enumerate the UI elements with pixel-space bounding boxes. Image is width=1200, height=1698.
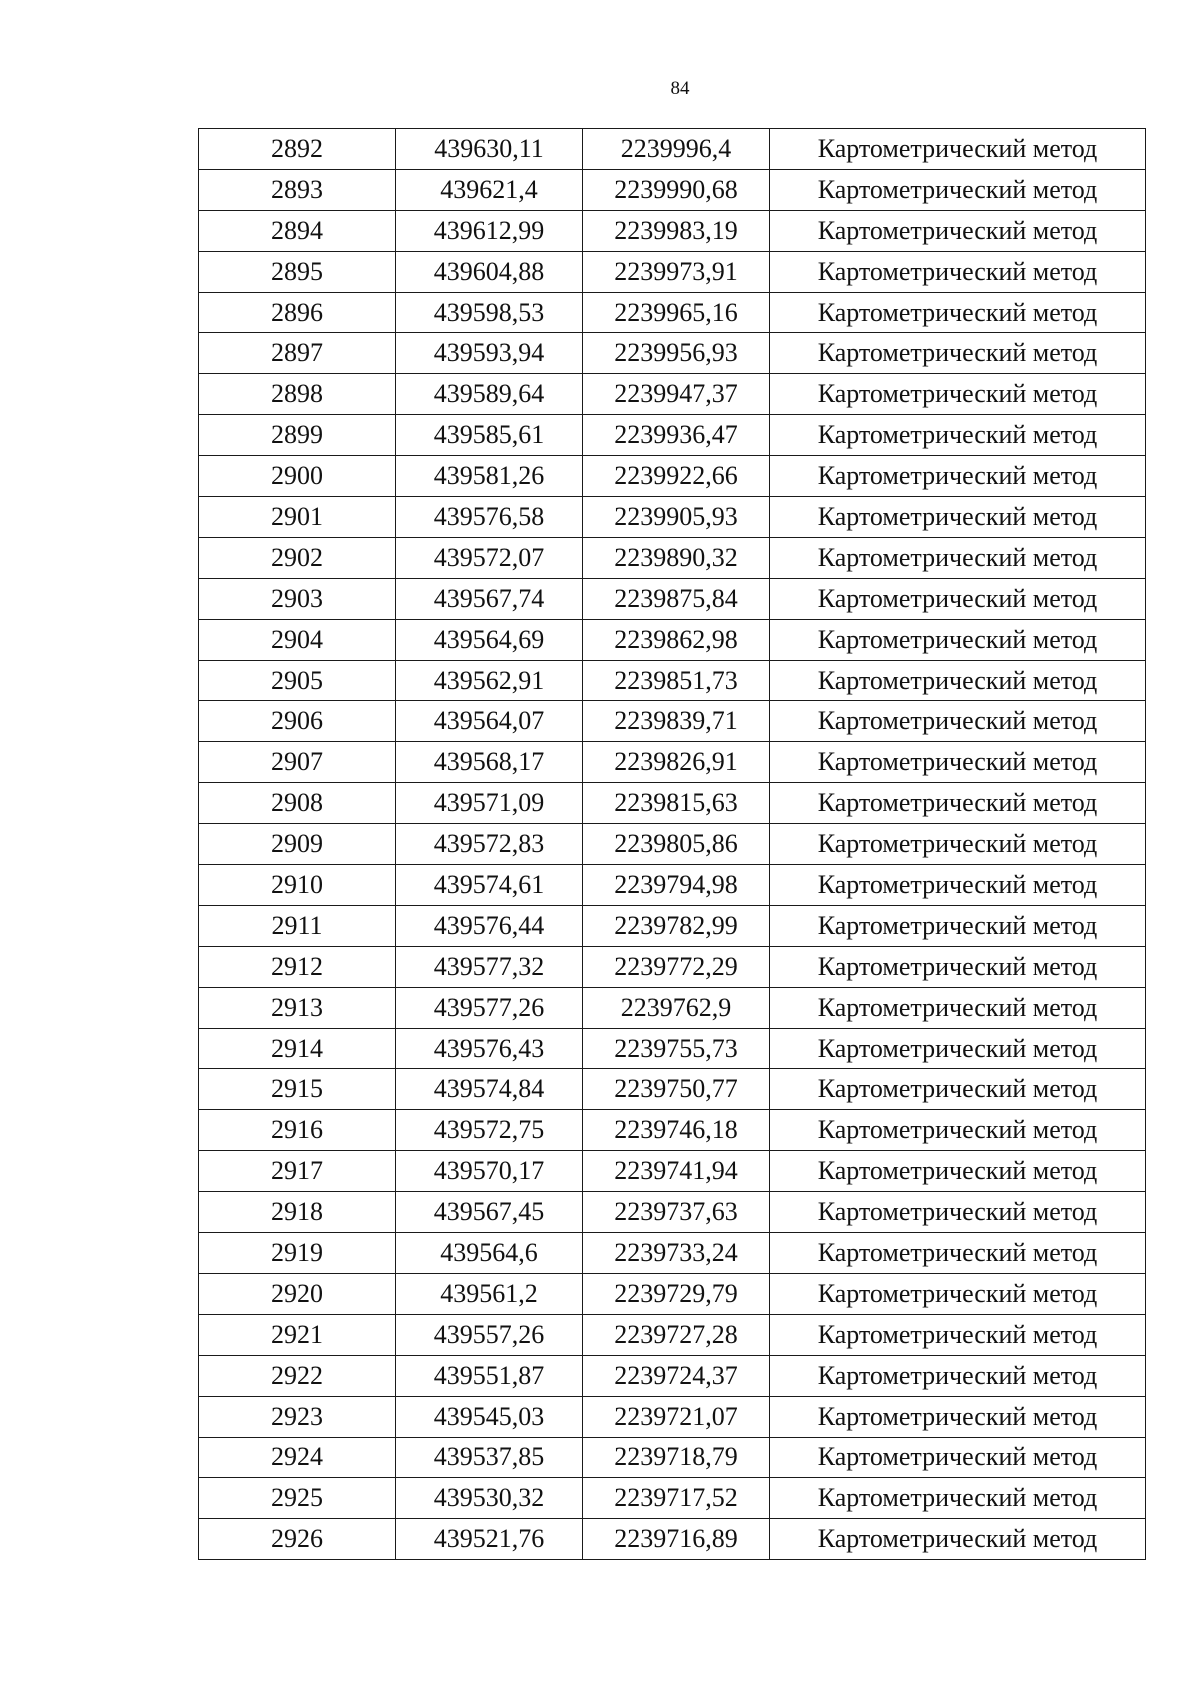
table-row	[199, 905, 1146, 946]
point-number-cell: 2911	[199, 905, 396, 946]
point-number-cell: 2909	[199, 824, 396, 865]
point-number-cell: 2896	[199, 292, 396, 333]
method-cell: Картометрический метод	[770, 783, 1146, 824]
y-coordinate-cell: 2239717,52	[583, 1478, 770, 1519]
y-coordinate-cell: 2239718,79	[583, 1437, 770, 1478]
point-number-cell: 2903	[199, 578, 396, 619]
table-row	[199, 456, 1146, 497]
table-row	[199, 660, 1146, 701]
y-coordinate-cell: 2239815,63	[583, 783, 770, 824]
method-cell: Картометрический метод	[770, 578, 1146, 619]
x-coordinate-cell: 439581,26	[396, 456, 583, 497]
point-number-cell: 2915	[199, 1069, 396, 1110]
y-coordinate-cell: 2239956,93	[583, 333, 770, 374]
y-coordinate-cell: 2239890,32	[583, 537, 770, 578]
x-coordinate-cell: 439574,61	[396, 865, 583, 906]
coordinates-table-body	[199, 129, 1146, 1560]
method-cell: Картометрический метод	[770, 1069, 1146, 1110]
x-coordinate-cell: 439530,32	[396, 1478, 583, 1519]
table-row	[199, 374, 1146, 415]
x-coordinate-cell: 439577,26	[396, 987, 583, 1028]
y-coordinate-cell: 2239755,73	[583, 1028, 770, 1069]
y-coordinate-cell: 2239936,47	[583, 415, 770, 456]
y-coordinate-cell: 2239973,91	[583, 251, 770, 292]
y-coordinate-cell: 2239839,71	[583, 701, 770, 742]
point-number-cell: 2895	[199, 251, 396, 292]
y-coordinate-cell: 2239875,84	[583, 578, 770, 619]
y-coordinate-cell: 2239996,4	[583, 129, 770, 170]
y-coordinate-cell: 2239762,9	[583, 987, 770, 1028]
method-cell: Картометрический метод	[770, 619, 1146, 660]
method-cell: Картометрический метод	[770, 1396, 1146, 1437]
table-row	[199, 783, 1146, 824]
table-row	[199, 129, 1146, 170]
y-coordinate-cell: 2239965,16	[583, 292, 770, 333]
x-coordinate-cell: 439585,61	[396, 415, 583, 456]
point-number-cell: 2904	[199, 619, 396, 660]
x-coordinate-cell: 439567,45	[396, 1192, 583, 1233]
method-cell: Картометрический метод	[770, 415, 1146, 456]
table-row	[199, 1478, 1146, 1519]
table-row	[199, 701, 1146, 742]
table-row	[199, 251, 1146, 292]
x-coordinate-cell: 439537,85	[396, 1437, 583, 1478]
table-row	[199, 537, 1146, 578]
y-coordinate-cell: 2239737,63	[583, 1192, 770, 1233]
table-row	[199, 578, 1146, 619]
table-row	[199, 210, 1146, 251]
point-number-cell: 2898	[199, 374, 396, 415]
point-number-cell: 2899	[199, 415, 396, 456]
y-coordinate-cell: 2239733,24	[583, 1233, 770, 1274]
table-row	[199, 1110, 1146, 1151]
point-number-cell: 2916	[199, 1110, 396, 1151]
x-coordinate-cell: 439561,2	[396, 1273, 583, 1314]
x-coordinate-cell: 439593,94	[396, 333, 583, 374]
y-coordinate-cell: 2239826,91	[583, 742, 770, 783]
point-number-cell: 2910	[199, 865, 396, 906]
method-cell: Картометрический метод	[770, 169, 1146, 210]
method-cell: Картометрический метод	[770, 333, 1146, 374]
table-row	[199, 1437, 1146, 1478]
x-coordinate-cell: 439572,07	[396, 537, 583, 578]
point-number-cell: 2901	[199, 497, 396, 538]
method-cell: Картометрический метод	[770, 1233, 1146, 1274]
point-number-cell: 2908	[199, 783, 396, 824]
point-number-cell: 2926	[199, 1519, 396, 1560]
table-row	[199, 1396, 1146, 1437]
method-cell: Картометрический метод	[770, 1314, 1146, 1355]
x-coordinate-cell: 439576,58	[396, 497, 583, 538]
table-row	[199, 415, 1146, 456]
table-row	[199, 1233, 1146, 1274]
method-cell: Картометрический метод	[770, 865, 1146, 906]
method-cell: Картометрический метод	[770, 946, 1146, 987]
point-number-cell: 2907	[199, 742, 396, 783]
table-row	[199, 169, 1146, 210]
table-row	[199, 619, 1146, 660]
x-coordinate-cell: 439564,07	[396, 701, 583, 742]
method-cell: Картометрический метод	[770, 251, 1146, 292]
point-number-cell: 2920	[199, 1273, 396, 1314]
table-row	[199, 946, 1146, 987]
x-coordinate-cell: 439589,64	[396, 374, 583, 415]
x-coordinate-cell: 439604,88	[396, 251, 583, 292]
x-coordinate-cell: 439572,75	[396, 1110, 583, 1151]
method-cell: Картометрический метод	[770, 1110, 1146, 1151]
method-cell: Картометрический метод	[770, 1028, 1146, 1069]
x-coordinate-cell: 439612,99	[396, 210, 583, 251]
y-coordinate-cell: 2239905,93	[583, 497, 770, 538]
x-coordinate-cell: 439630,11	[396, 129, 583, 170]
y-coordinate-cell: 2239772,29	[583, 946, 770, 987]
y-coordinate-cell: 2239729,79	[583, 1273, 770, 1314]
method-cell: Картометрический метод	[770, 905, 1146, 946]
y-coordinate-cell: 2239862,98	[583, 619, 770, 660]
method-cell: Картометрический метод	[770, 456, 1146, 497]
method-cell: Картометрический метод	[770, 987, 1146, 1028]
x-coordinate-cell: 439572,83	[396, 824, 583, 865]
method-cell: Картометрический метод	[770, 1478, 1146, 1519]
point-number-cell: 2892	[199, 129, 396, 170]
method-cell: Картометрический метод	[770, 129, 1146, 170]
point-number-cell: 2919	[199, 1233, 396, 1274]
method-cell: Картометрический метод	[770, 497, 1146, 538]
table-row	[199, 742, 1146, 783]
x-coordinate-cell: 439576,43	[396, 1028, 583, 1069]
y-coordinate-cell: 2239947,37	[583, 374, 770, 415]
method-cell: Картометрический метод	[770, 1437, 1146, 1478]
table-row	[199, 333, 1146, 374]
x-coordinate-cell: 439545,03	[396, 1396, 583, 1437]
y-coordinate-cell: 2239741,94	[583, 1151, 770, 1192]
method-cell: Картометрический метод	[770, 1519, 1146, 1560]
table-row	[199, 824, 1146, 865]
x-coordinate-cell: 439574,84	[396, 1069, 583, 1110]
point-number-cell: 2894	[199, 210, 396, 251]
method-cell: Картометрический метод	[770, 537, 1146, 578]
table-row	[199, 1273, 1146, 1314]
point-number-cell: 2902	[199, 537, 396, 578]
y-coordinate-cell: 2239990,68	[583, 169, 770, 210]
method-cell: Картометрический метод	[770, 1355, 1146, 1396]
y-coordinate-cell: 2239805,86	[583, 824, 770, 865]
table-row	[199, 987, 1146, 1028]
table-row	[199, 497, 1146, 538]
point-number-cell: 2924	[199, 1437, 396, 1478]
x-coordinate-cell: 439557,26	[396, 1314, 583, 1355]
y-coordinate-cell: 2239724,37	[583, 1355, 770, 1396]
point-number-cell: 2917	[199, 1151, 396, 1192]
y-coordinate-cell: 2239782,99	[583, 905, 770, 946]
table-row	[199, 1314, 1146, 1355]
point-number-cell: 2921	[199, 1314, 396, 1355]
y-coordinate-cell: 2239727,28	[583, 1314, 770, 1355]
y-coordinate-cell: 2239746,18	[583, 1110, 770, 1151]
x-coordinate-cell: 439564,6	[396, 1233, 583, 1274]
y-coordinate-cell: 2239716,89	[583, 1519, 770, 1560]
method-cell: Картометрический метод	[770, 660, 1146, 701]
point-number-cell: 2893	[199, 169, 396, 210]
x-coordinate-cell: 439570,17	[396, 1151, 583, 1192]
x-coordinate-cell: 439521,76	[396, 1519, 583, 1560]
table-row	[199, 1192, 1146, 1233]
x-coordinate-cell: 439621,4	[396, 169, 583, 210]
method-cell: Картометрический метод	[770, 701, 1146, 742]
method-cell: Картометрический метод	[770, 292, 1146, 333]
x-coordinate-cell: 439562,91	[396, 660, 583, 701]
method-cell: Картометрический метод	[770, 210, 1146, 251]
y-coordinate-cell: 2239922,66	[583, 456, 770, 497]
point-number-cell: 2914	[199, 1028, 396, 1069]
y-coordinate-cell: 2239794,98	[583, 865, 770, 906]
page-number: 84	[670, 78, 690, 99]
y-coordinate-cell: 2239983,19	[583, 210, 770, 251]
point-number-cell: 2912	[199, 946, 396, 987]
table-row	[199, 1151, 1146, 1192]
x-coordinate-cell: 439551,87	[396, 1355, 583, 1396]
point-number-cell: 2905	[199, 660, 396, 701]
coordinates-table	[198, 128, 1146, 1560]
x-coordinate-cell: 439567,74	[396, 578, 583, 619]
method-cell: Картометрический метод	[770, 1151, 1146, 1192]
point-number-cell: 2897	[199, 333, 396, 374]
point-number-cell: 2923	[199, 1396, 396, 1437]
x-coordinate-cell: 439598,53	[396, 292, 583, 333]
table-row	[199, 1069, 1146, 1110]
point-number-cell: 2918	[199, 1192, 396, 1233]
y-coordinate-cell: 2239750,77	[583, 1069, 770, 1110]
x-coordinate-cell: 439577,32	[396, 946, 583, 987]
x-coordinate-cell: 439571,09	[396, 783, 583, 824]
method-cell: Картометрический метод	[770, 1273, 1146, 1314]
y-coordinate-cell: 2239721,07	[583, 1396, 770, 1437]
table-row	[199, 865, 1146, 906]
x-coordinate-cell: 439564,69	[396, 619, 583, 660]
table-row	[199, 1355, 1146, 1396]
x-coordinate-cell: 439576,44	[396, 905, 583, 946]
method-cell: Картометрический метод	[770, 374, 1146, 415]
table-row	[199, 1028, 1146, 1069]
method-cell: Картометрический метод	[770, 824, 1146, 865]
point-number-cell: 2906	[199, 701, 396, 742]
point-number-cell: 2922	[199, 1355, 396, 1396]
method-cell: Картометрический метод	[770, 742, 1146, 783]
table-row	[199, 1519, 1146, 1560]
point-number-cell: 2900	[199, 456, 396, 497]
x-coordinate-cell: 439568,17	[396, 742, 583, 783]
method-cell: Картометрический метод	[770, 1192, 1146, 1233]
y-coordinate-cell: 2239851,73	[583, 660, 770, 701]
point-number-cell: 2925	[199, 1478, 396, 1519]
point-number-cell: 2913	[199, 987, 396, 1028]
table-row	[199, 292, 1146, 333]
